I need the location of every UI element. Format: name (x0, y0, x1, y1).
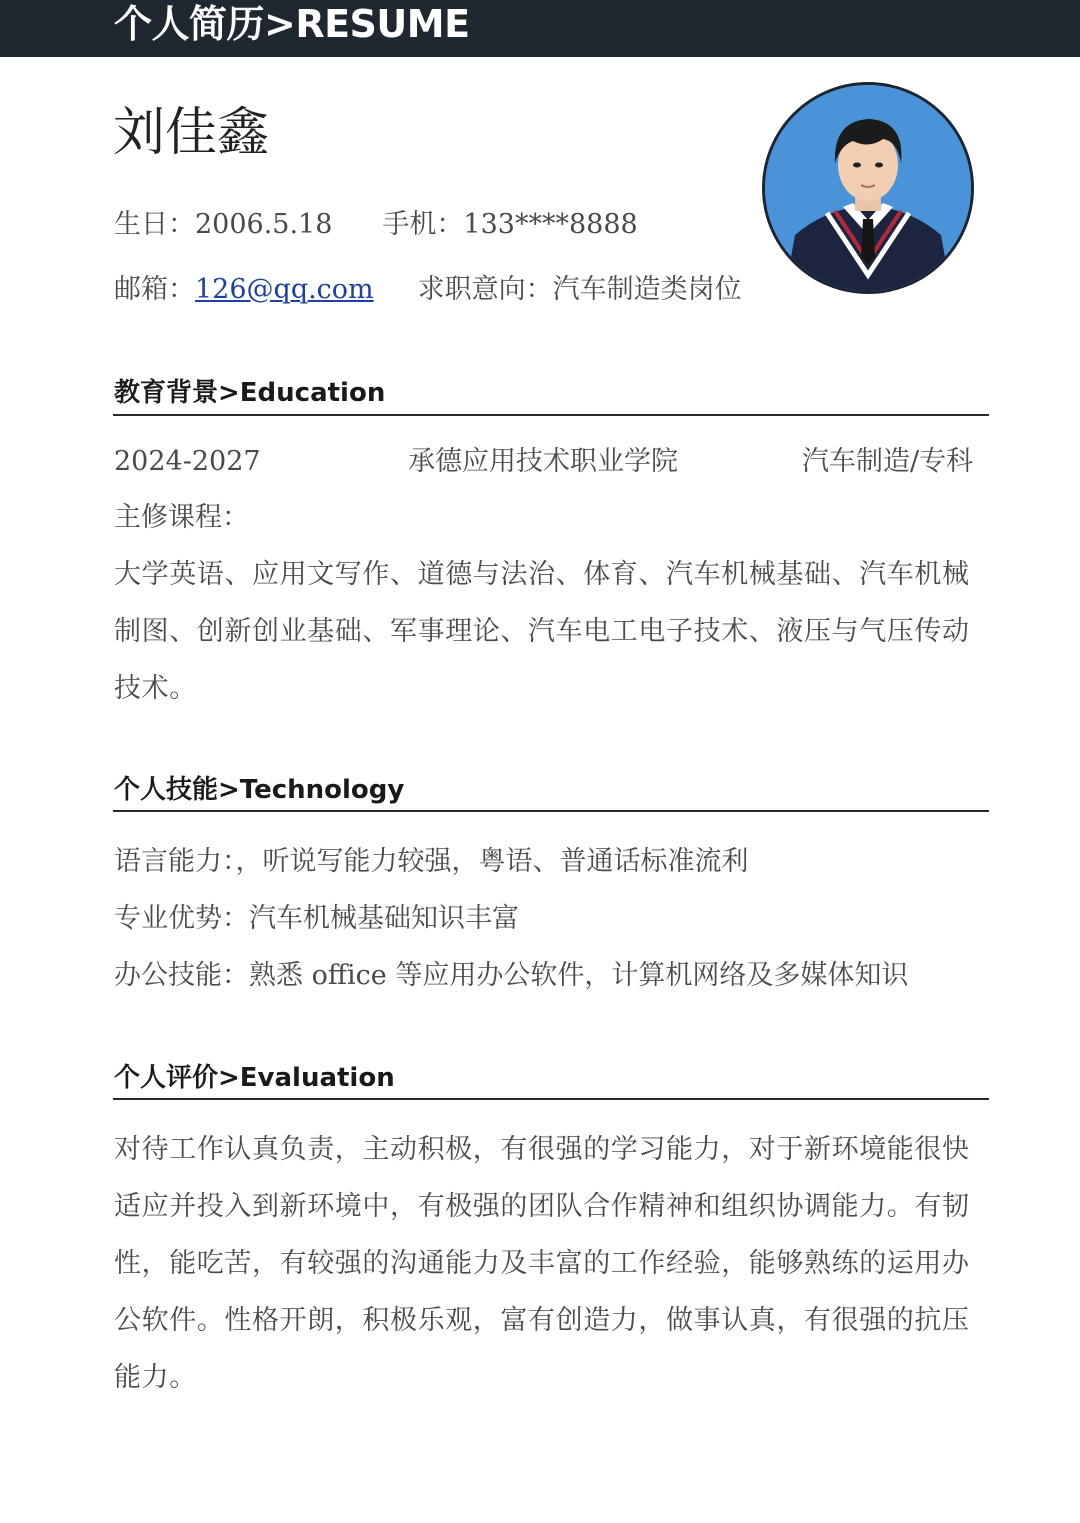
education-divider (113, 414, 989, 416)
objective-value: 汽车制造类岗位 (552, 274, 742, 305)
skill-item-professional: 专业优势：汽车机械基础知识丰富 (114, 903, 519, 934)
evaluation-section-title: 个人评价>Evaluation (114, 1063, 395, 1093)
skills-section-title: 个人技能>Technology (114, 775, 405, 805)
education-school: 承德应用技术职业学院 (408, 446, 678, 477)
skills-divider (113, 810, 989, 812)
education-period: 2024-2027 (114, 446, 261, 477)
email-link[interactable]: 126@qq.com (195, 274, 374, 305)
contact-line-2 (114, 273, 742, 307)
candidate-name: 刘佳鑫 (113, 103, 270, 163)
email-label: 邮箱： (114, 274, 195, 305)
profile-photo (762, 82, 974, 294)
education-section-title: 教育背景>Education (114, 378, 386, 408)
education-major: 汽车制造/专科 (802, 446, 974, 477)
birthday-label: 生日： (114, 209, 195, 240)
evaluation-divider (113, 1098, 989, 1100)
phone-value: 133****8888 (463, 209, 638, 240)
skill-item-language: 语言能力：，听说写能力较强，粤语、普通话标准流利 (114, 846, 749, 877)
resume-title: 个人简历>RESUME (114, 2, 470, 46)
birthday-value: 2006.5.18 (195, 209, 333, 240)
courses-text: 大学英语、应用文写作、道德与法治、体育、汽车机械基础、汽车机械制图、创新创业基础、军事理论、汽车电工电子技术、液压与气压传动技术。 (114, 559, 970, 704)
person-portrait-icon (765, 85, 971, 291)
contact-line-1 (114, 208, 638, 242)
header-bar (0, 0, 1080, 57)
courses-label: 主修课程： (114, 502, 249, 533)
evaluation-text: 对待工作认真负责，主动积极，有很强的学习能力，对于新环境能很快适应并投入到新环境中，有极强的团队合作精神和组织协调能力。有韧性，能吃苦，有较强的沟通能力及丰富的工作经验，能够熟练的运用办公软件。性格开朗，积极乐观，富有创造力，做事认真，有很强的抗压能力。 (114, 1134, 970, 1393)
skill-item-office: 办公技能：熟悉 office 等应用办公软件，计算机网络及多媒体知识 (114, 960, 909, 991)
objective-label: 求职意向： (417, 274, 553, 305)
phone-label: 手机： (382, 209, 464, 240)
